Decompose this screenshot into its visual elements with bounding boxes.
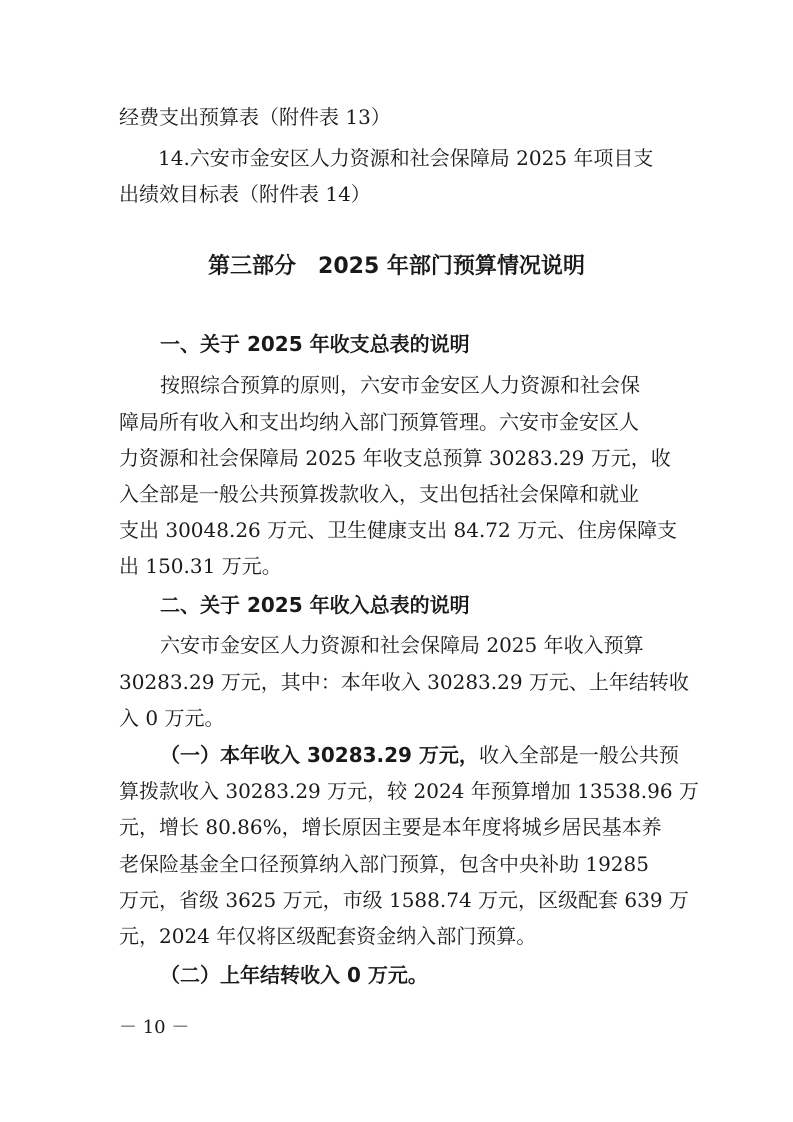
paragraph-line: 出 150.31 万元。 bbox=[119, 554, 282, 578]
paragraph-line: 算拨款收入 30283.29 万元，较 2024 年预算增加 13538.96 万 bbox=[119, 779, 699, 803]
paragraph-line: 支出 30048.26 万元、卫生健康支出 84.72 万元、住房保障支 bbox=[119, 518, 678, 542]
paragraph-line: 老保险基金全口径预算纳入部门预算，包含中央补助 19285 bbox=[119, 852, 649, 876]
sub1-first-line bbox=[160, 741, 679, 769]
part1-heading: 一、关于 2025 年收支总表的说明 bbox=[160, 332, 470, 356]
sub2-heading: （二）上年结转收入 0 万元。 bbox=[160, 963, 428, 987]
paragraph-line: 按照综合预算的原则，六安市金安区人力资源和社会保 bbox=[160, 373, 640, 397]
paragraph-line: 障局所有收入和支出均纳入部门预算管理。六安市金安区人 bbox=[119, 410, 639, 434]
page-number: － 10 － bbox=[119, 1017, 190, 1038]
paragraph-line: 30283.29 万元，其中：本年收入 30283.29 万元、上年结转收 bbox=[119, 670, 689, 694]
sub1-first-rest: 收入全部是一般公共预 bbox=[478, 743, 679, 767]
intro-line-3: 出绩效目标表（附件表 14） bbox=[119, 182, 371, 206]
paragraph-line: 力资源和社会保障局 2025 年收支总预算 30283.29 万元，收 bbox=[119, 446, 671, 470]
intro-line-1: 经费支出预算表（附件表 13） bbox=[119, 105, 391, 129]
paragraph-line: 六安市金安区人力资源和社会保障局 2025 年收入预算 bbox=[160, 633, 644, 657]
paragraph-line: 入 0 万元。 bbox=[119, 706, 225, 730]
paragraph-line: 元，增长 80.86%，增长原因主要是本年度将城乡居民基本养 bbox=[119, 815, 662, 839]
section-title: 第三部分 2025 年部门预算情况说明 bbox=[208, 254, 585, 279]
paragraph-line: 元，2024 年仅将区级配套资金纳入部门预算。 bbox=[119, 924, 537, 948]
intro-line-2: 14.六安市金安区人力资源和社会保障局 2025 年项目支 bbox=[158, 146, 654, 170]
paragraph-line: 入全部是一般公共预算拨款收入，支出包括社会保障和就业 bbox=[119, 482, 639, 506]
part2-heading: 二、关于 2025 年收入总表的说明 bbox=[160, 593, 470, 617]
sub1-bold-lead: （一）本年收入 30283.29 万元， bbox=[160, 743, 479, 767]
paragraph-line: 万元，省级 3625 万元，市级 1588.74 万元，区级配套 639 万 bbox=[119, 888, 689, 912]
